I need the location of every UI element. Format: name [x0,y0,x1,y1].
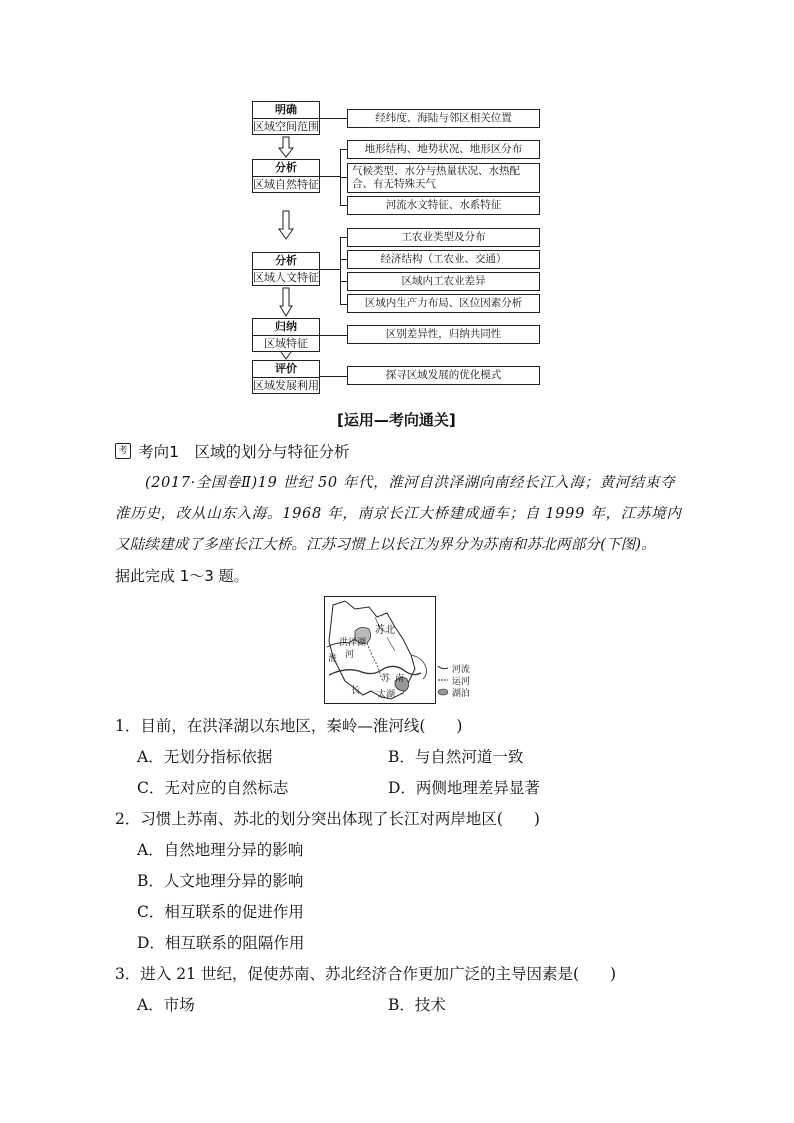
direction-badge-icon [115,443,131,459]
flow-detail-box [347,294,540,313]
down-arrow-icon [278,210,294,240]
flow-detail-text: 经济结构（工农业、交通） [380,253,507,265]
flow-detail-box [347,250,540,269]
flow-step-2-object: 区域自然特征 [253,178,319,191]
flow-step-4 [252,318,320,352]
flow-step-5-object: 区域发展利用 [253,379,319,392]
flow-detail-box [347,325,540,344]
flow-detail-text: 气候类型、水分与热量状况、水热配合、有无特殊天气 [352,165,520,190]
question-2-option-a: A．自然地理分异的影响 [137,841,304,859]
legend-canal-label: 运河 [451,677,470,687]
flow-detail-text: 区别差异性，归纳共同性 [385,328,502,340]
flow-step-3-verb: 分析 [253,253,319,270]
flow-step-3-object: 区域人文特征 [253,271,319,284]
passage-line-3: 又陆续建成了多座长江大桥。江苏习惯上以长江为界分为苏南和苏北两部分(下图)。 [115,537,656,553]
flow-detail-text: 区域内生产力布局、区位因素分析 [364,297,523,309]
map-label-huai: 淮 [328,654,338,664]
question-3-option-a: A．市场 [137,996,195,1014]
lake-legend-icon [437,688,449,696]
map-label-subei: 苏北 [375,625,395,636]
map-label-taihu: 太湖 [377,690,396,700]
connector-line [340,237,341,304]
direction-badge-label: 考 [118,446,128,456]
flow-detail-box [347,366,540,385]
legend-river [437,664,477,676]
flow-step-5-verb: 评价 [253,361,319,378]
flow-detail-text: 探寻区域发展的优化模式 [385,369,502,381]
flow-step-3 [252,252,320,286]
canal-legend-icon [437,676,449,684]
map-label-he: 河 [345,650,355,660]
connector-line [340,304,347,305]
question-2-option-c: C．相互联系的促进作用 [137,903,304,921]
flow-step-1-object: 区域空间范围 [253,120,319,133]
flow-detail-text: 河流水文特征、水系特征 [385,199,502,211]
legend-river-label: 河流 [451,665,470,675]
question-1-option-b: B．与自然河道一致 [388,748,524,766]
flow-step-2 [252,159,320,193]
connector-line [340,281,347,282]
connector-line [320,269,340,270]
connector-line [320,118,347,119]
map-label-su: 苏 [381,674,391,684]
legend-lake-label: 湖泊 [451,689,470,699]
map-label-chang: 长 [351,686,361,696]
connector-line [320,176,340,177]
yangtze-river [329,666,421,675]
map-label-hongze: 洪泽湖 [339,638,367,648]
down-arrow-icon [279,287,293,317]
connector-line [340,149,347,150]
legend-canal [437,676,477,688]
section-title: [运用—考向通关] [337,411,456,429]
flow-step-1-verb: 明确 [253,102,319,119]
connector-line [340,177,347,178]
flow-detail-box [347,163,540,193]
connector-line [340,205,347,206]
question-1-stem: 1．目前，在洪泽湖以东地区，秦岭—淮河线( ) [115,717,463,735]
flow-detail-text: 工农业类型及分布 [401,231,486,243]
passage-line-4: 据此完成 1～3 题。 [115,567,249,585]
flow-detail-text: 地形结构、地势状况、地形区分布 [364,143,523,155]
coastline [411,655,427,679]
question-3-stem: 3．进入 21 世纪，促使苏南、苏北经济合作更加广泛的主导因素是( ) [115,965,617,983]
passage-line-1: (2017·全国卷Ⅱ)19 世纪 50 年代，淮河自洪泽湖向南经长江入海；黄河结束夺 [145,475,676,491]
down-arrow-icon [278,136,294,158]
question-2-option-b: B．人文地理分异的影响 [137,872,304,890]
map-legend [437,664,477,704]
river-legend-icon [437,664,449,672]
question-3-option-b: B．技术 [388,996,446,1014]
question-1-option-c: C．无对应的自然标志 [137,779,289,797]
flow-detail-text: 区域内工农业差异 [401,275,486,287]
direction-heading [115,440,349,460]
question-2-stem: 2．习惯上苏南、苏北的划分突出体现了长江对两岸地区( ) [115,810,540,828]
legend-lake [437,688,477,700]
question-2-option-d: D．相互联系的阻隔作用 [137,934,305,952]
flow-step-1 [252,101,320,135]
connector-line [320,376,347,377]
flow-detail-box [347,272,540,291]
flow-step-4-verb: 归纳 [253,319,319,336]
jiangsu-map [324,596,436,704]
flow-detail-box [347,196,540,215]
connector-line [340,259,347,260]
connector-line [340,237,347,238]
passage-line-2: 淮历史，改从山东入海。1968 年，南京长江大桥建成通车；自 1999 年，江苏境内 [115,506,682,522]
map-label-nan: 南 [395,674,405,684]
flow-detail-box [347,140,540,159]
flow-detail-text: 经纬度、海陆与邻区相关位置 [375,112,512,124]
connector-line [320,335,347,336]
flow-step-2-verb: 分析 [253,160,319,177]
question-1-option-a: A．无划分指标依据 [137,748,273,766]
flow-step-4-object: 区域特征 [264,337,308,350]
flow-step-5 [252,360,320,394]
flow-detail-box [347,228,540,247]
question-1-option-d: D．两侧地理差异显著 [388,779,540,797]
down-arrow-icon [280,351,292,361]
flow-detail-box [347,109,540,128]
direction-label: 考向1 区域的划分与特征分析 [138,443,350,461]
